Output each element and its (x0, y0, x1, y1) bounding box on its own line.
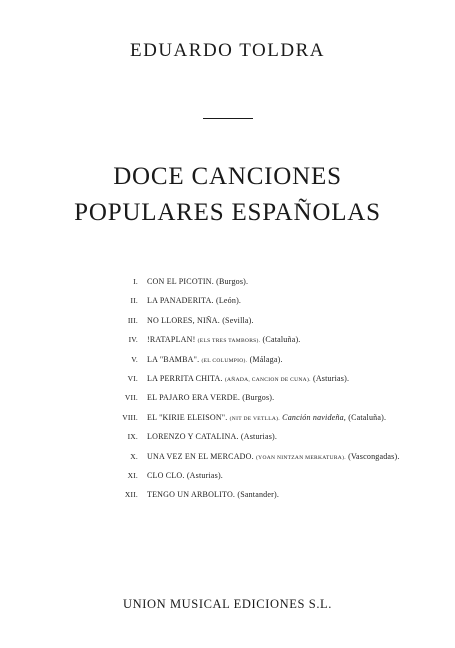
song-number: X. (130, 451, 138, 461)
song-region: (Cataluña). (262, 335, 301, 345)
song-region: (Vascongadas). (348, 451, 400, 461)
composer-name: EDUARDO TOLDRA (130, 40, 325, 61)
song-item (110, 369, 440, 388)
song-region: (Cataluña). (348, 412, 387, 422)
song-number: III. (127, 315, 138, 325)
song-list (110, 272, 440, 505)
song-number: XII. (124, 490, 138, 500)
song-item (110, 291, 440, 310)
song-region: (Burgos). (242, 393, 275, 403)
song-number: IV. (128, 335, 138, 345)
song-item (110, 311, 440, 330)
song-region: (Sevilla). (222, 315, 254, 325)
song-note: (AÑADA, CANCION DE CUNA). (224, 376, 311, 383)
song-note: (ELS TRES TAMBORS). (197, 338, 261, 345)
title-line-2: POPULARES ESPAÑOLAS (74, 199, 381, 226)
song-item (110, 447, 440, 466)
song-item (110, 272, 440, 291)
song-title: NO LLORES, NIÑA. (147, 315, 220, 325)
song-region: (Santander). (237, 490, 280, 500)
song-title: LA PERRITA CHITA. (147, 373, 223, 383)
song-number: VI. (127, 373, 138, 383)
song-item (110, 388, 440, 407)
song-region: (Málaga). (249, 354, 283, 364)
song-title: UNA VEZ EN EL MERCADO. (147, 451, 254, 461)
song-item (110, 466, 440, 485)
song-note: (NIT DE VETLLA). (229, 415, 280, 422)
title-divider (203, 118, 253, 119)
title-line-1: DOCE CANCIONES (113, 163, 342, 190)
song-item (110, 427, 440, 446)
song-region: (Asturias). (186, 470, 224, 480)
song-note: (YOAN NINTZAN MERKATURA). (256, 454, 346, 461)
song-note-italic: Canción navideña, (282, 412, 346, 422)
song-title: CON EL PICOTIN. (147, 277, 214, 286)
song-title: LA "BAMBA". (147, 354, 200, 364)
song-number: II. (130, 296, 138, 306)
publisher-name: UNION MUSICAL EDICIONES S.L. (122, 597, 333, 611)
song-number: IX. (127, 432, 138, 442)
song-title: LORENZO Y CATALINA. (147, 432, 239, 442)
song-number: I. (133, 277, 138, 286)
song-title: !RATAPLAN! (147, 335, 196, 345)
song-title: EL PAJARO ERA VERDE. (147, 393, 241, 403)
song-item (110, 350, 440, 369)
song-number: XI. (127, 470, 138, 480)
song-region: (Burgos). (216, 277, 249, 286)
song-item (110, 408, 440, 427)
song-title: TENGO UN ARBOLITO. (147, 490, 236, 500)
song-region: (León). (215, 296, 242, 306)
song-item (110, 485, 440, 504)
song-number: VII. (124, 393, 138, 403)
song-region: (Asturias). (312, 373, 350, 383)
song-title: LA PANADERITA. (147, 296, 214, 306)
song-number: V. (131, 354, 138, 364)
song-title: CLO CLO. (147, 470, 185, 480)
song-region: (Asturias). (240, 432, 278, 442)
song-note: (EL COLUMPIO). (201, 357, 248, 364)
song-item (110, 330, 440, 349)
song-title: EL "KIRIE ELEISON". (147, 412, 228, 422)
song-number: VIII. (122, 412, 138, 422)
